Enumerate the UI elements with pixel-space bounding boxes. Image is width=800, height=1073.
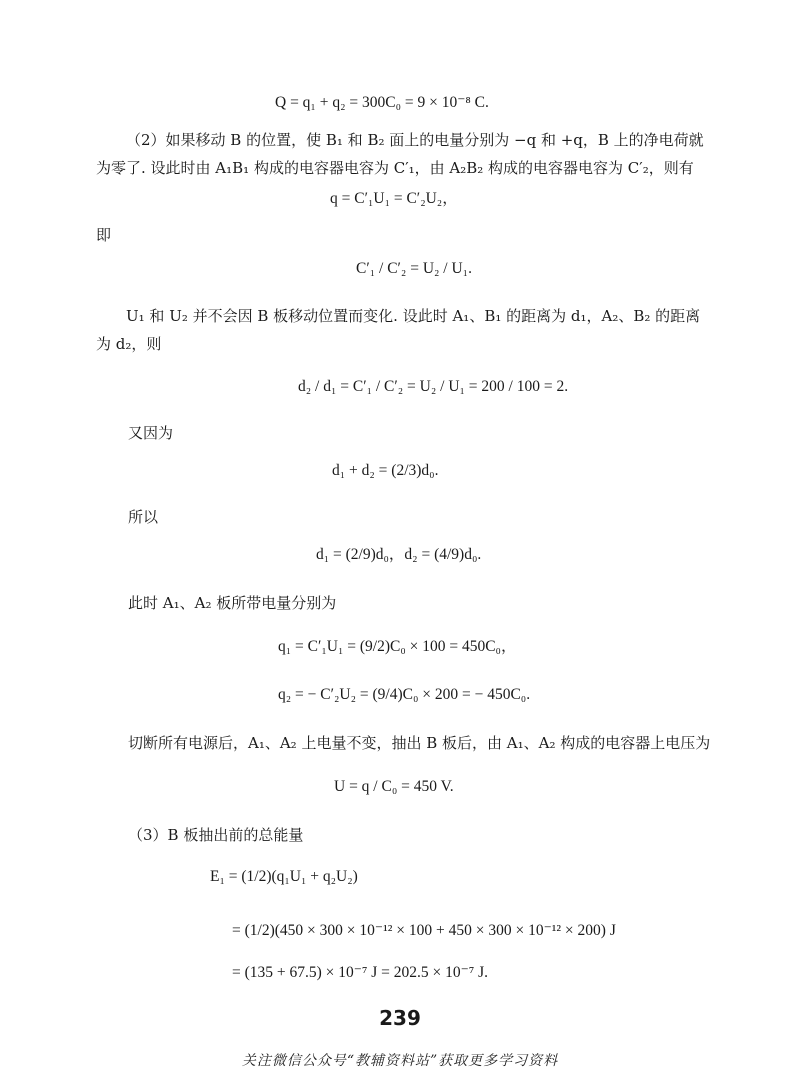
text-you-yin-wei: 又因为 [128, 424, 174, 442]
equation-distance-values: d₁ = (2/9)d₀，d₂ = (4/9)d₀. [316, 546, 482, 563]
equation-total-charge: Q = q₁ + q₂ = 300C₀ = 9 × 10⁻⁸ C. [275, 94, 489, 111]
equation-capacitance-ratio: C′₁ / C′₂ = U₂ / U₁. [356, 260, 472, 277]
equation-e1-definition: E₁ = (1/2)(q₁U₁ + q₂U₂) [210, 868, 358, 885]
equation-e1-result: = (135 + 67.5) × 10⁻⁷ J = 202.5 × 10⁻⁷ J. [232, 964, 489, 981]
equation-q-capacitance: q = C′₁U₁ = C′₂U₂， [330, 190, 458, 207]
page-number: 239 [379, 1006, 421, 1030]
equation-q1: q₁ = C′₁U₁ = (9/2)C₀ × 100 = 450C₀， [278, 638, 517, 655]
footer-watermark: 关注微信公众号“教辅资料站”获取更多学习资料 [241, 1053, 559, 1069]
text-cut-power: 切断所有电源后，A₁、A₂ 上电量不变，抽出 B 板后，由 A₁、A₂ 构成的电容器上电压为 [128, 734, 711, 752]
equation-voltage: U = q / C₀ = 450 V. [334, 778, 454, 795]
text-part3-intro: （3）B 板抽出前的总能量 [128, 826, 304, 844]
equation-distance-ratio: d₂ / d₁ = C′₁ / C′₂ = U₂ / U₁ = 200 / 100 = 2. [298, 378, 569, 395]
text-ci-shi: 此时 A₁、A₂ 板所带电量分别为 [128, 594, 337, 612]
paragraph-u-distance: U₁ 和 U₂ 并不会因 B 板移动位置而变化. 设此时 A₁、B₁ 的距离为 d₁，A₂、B₂ 的距离为 d₂，则 [96, 307, 701, 353]
equation-e1-substitution: = (1/2)(450 × 300 × 10⁻¹² × 100 + 450 × 300 × 10⁻¹² × 200) J [232, 922, 616, 939]
equation-distance-sum: d₁ + d₂ = (2/3)d₀. [332, 462, 439, 479]
paragraph-part2-intro: （2）如果移动 B 的位置，使 B₁ 和 B₂ 面上的电量分别为 −q 和 +q，B 上的净电荷就为零了. 设此时由 A₁B₁ 构成的电容器电容为 C′₁，由 A₂B₂ 构成的电容器电容为 C′₂，则有 [96, 131, 704, 177]
text-ji: 即 [96, 226, 112, 244]
text-suo-yi: 所以 [128, 508, 159, 526]
equation-q2: q₂ = − C′₂U₂ = (9/4)C₀ × 200 = − 450C₀. [278, 686, 531, 703]
